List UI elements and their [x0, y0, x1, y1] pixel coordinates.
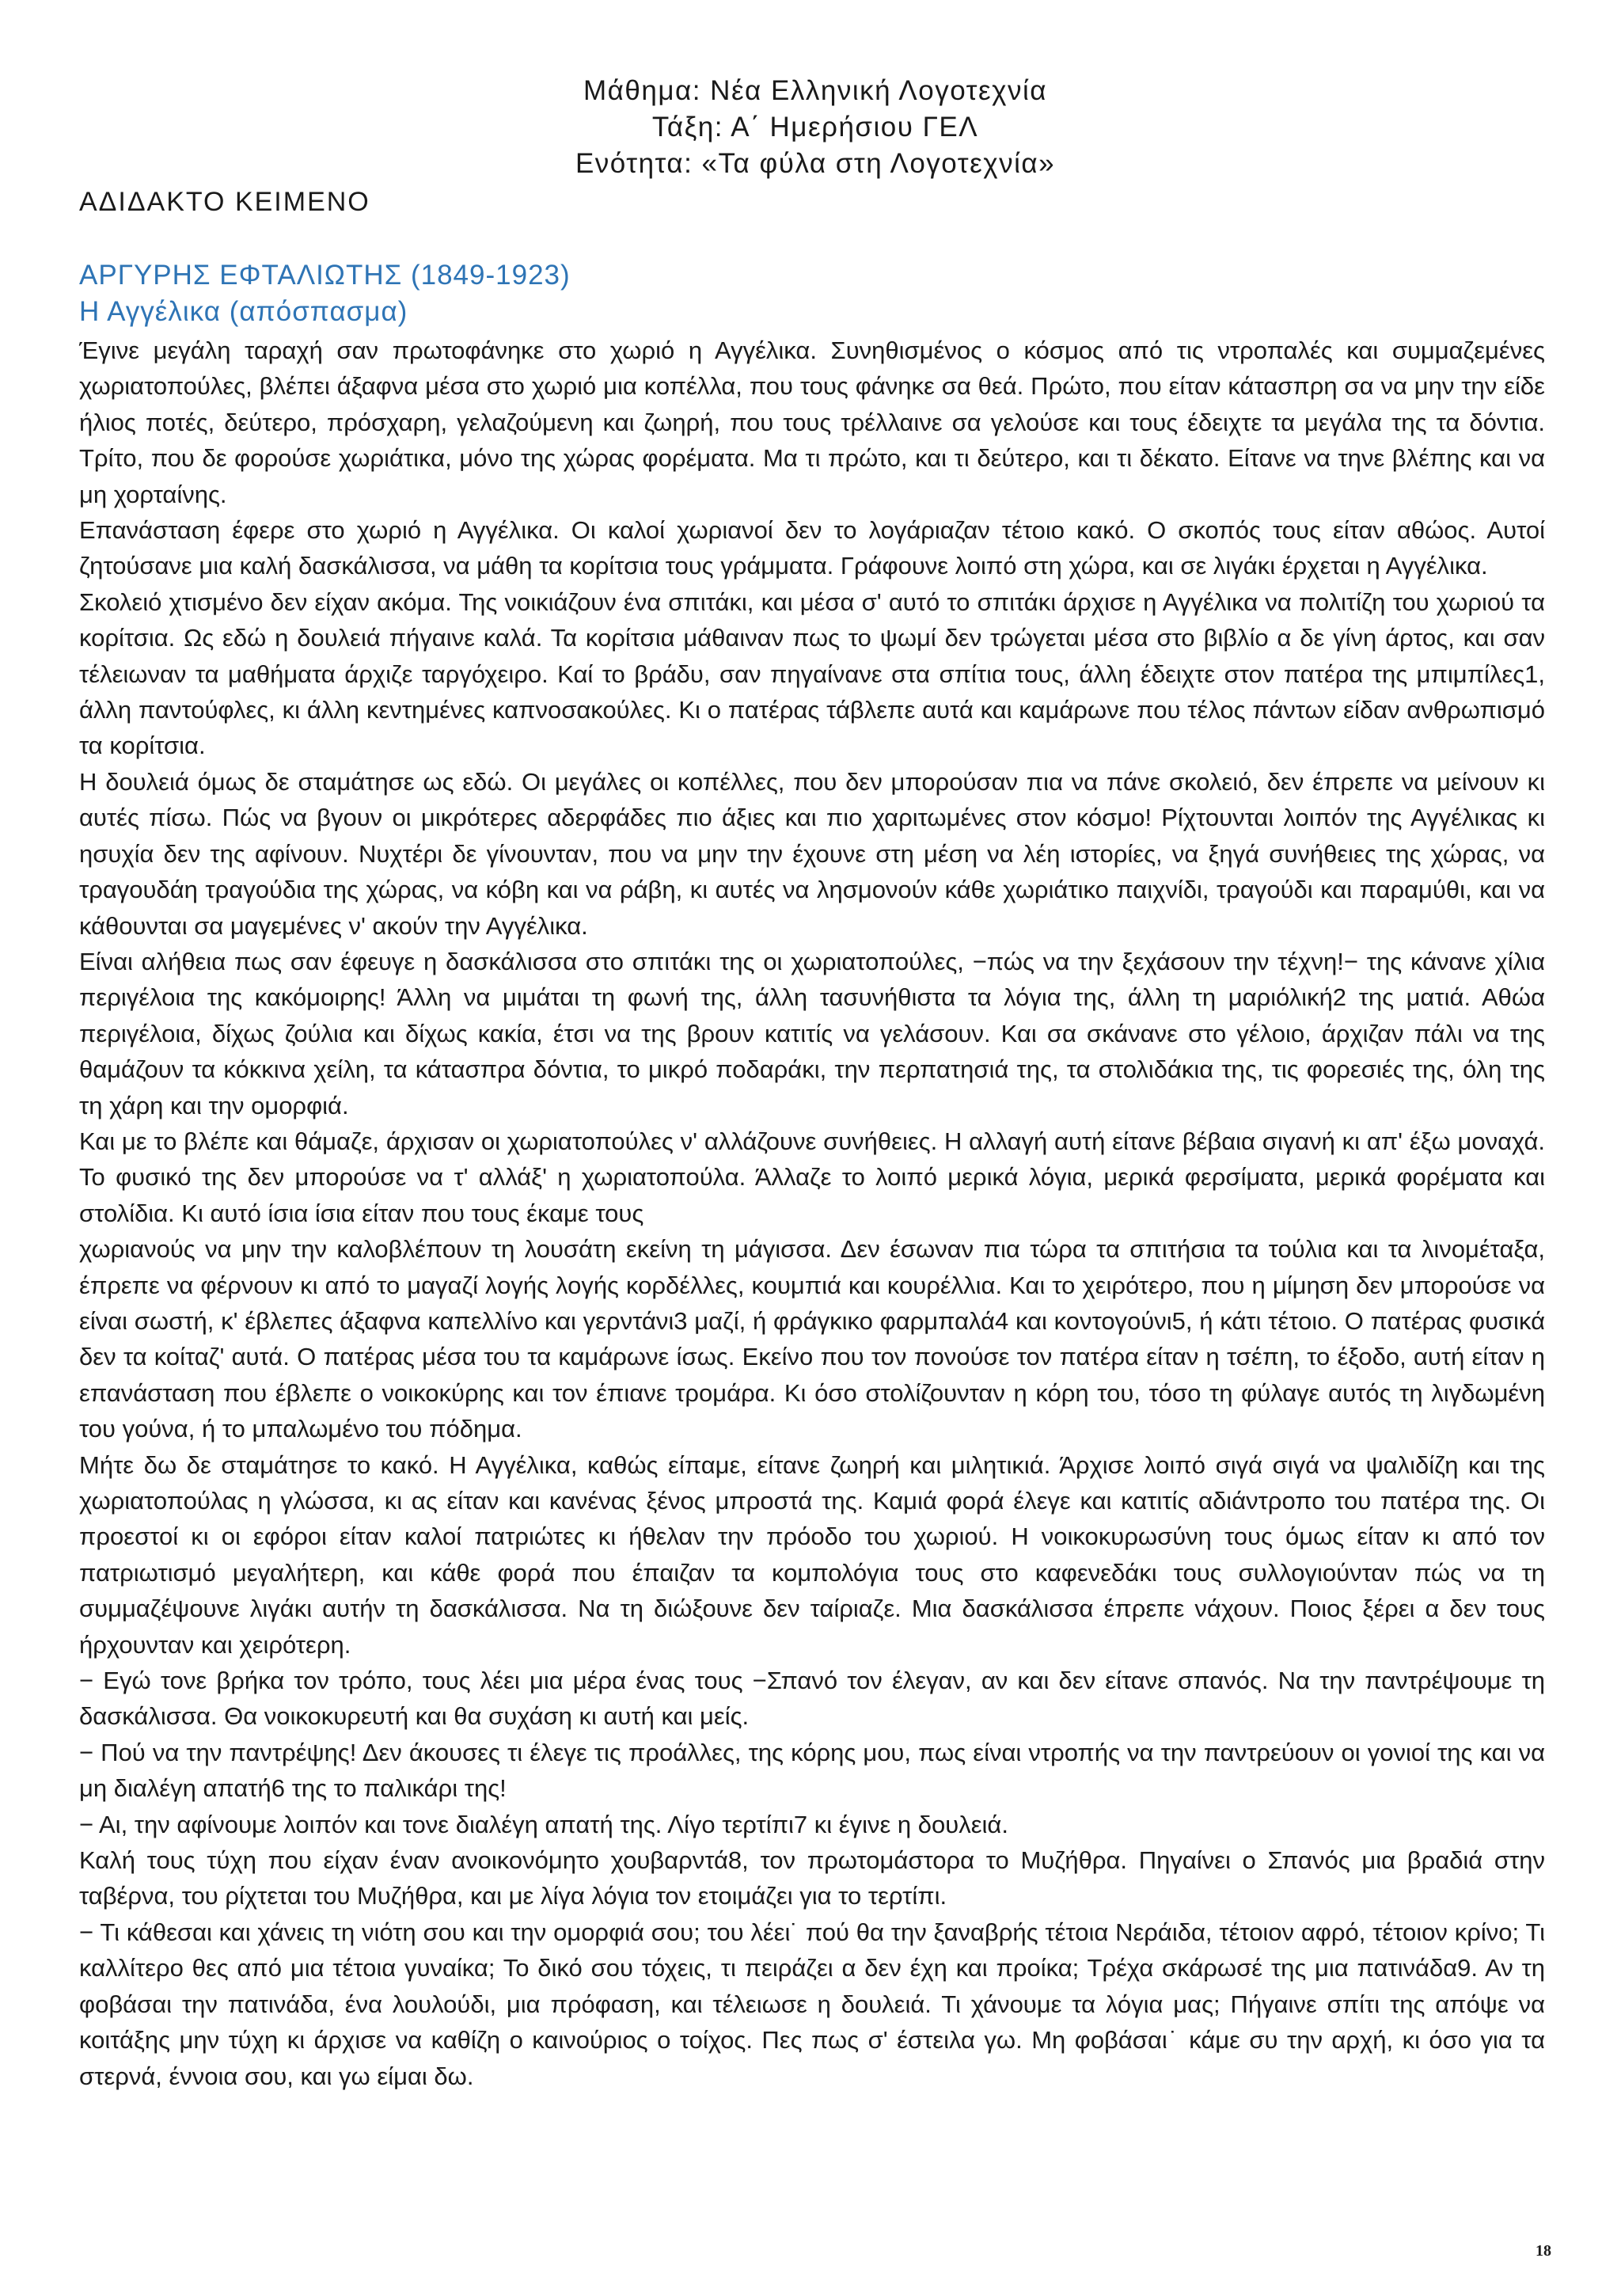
paragraph: Επανάσταση έφερε στο χωριό η Αγγέλικα. Οι καλοί χωριανοί δεν το λογάριαζαν τέτοιο κακό. Ο σκοπός τους είταν αθώος. Αυτοί ζητούσανε μια καλή δασκάλισσα, να μάθη τα κορίτσια τους γράμματα. Γράφουνε λοιπό στη χώρα, και σε λιγάκι έρχεται η Αγγέλικα. [79, 516, 1545, 580]
paragraph: Έγινε μεγάλη ταραχή σαν πρωτοφάνηκε στο χωριό η Αγγέλικα. Συνηθισμένος ο κόσμος από τις ντροπαλές και συμμαζεμένες χωριατοπούλες, βλέπει άξαφνα μέσα στο χωριό μια κοπέλλα, που τους φάνηκε σα θεά. Πρώτο, που είταν κάτασπρη σα να μην την είδε ήλιος ποτές, δεύτερο, πρόσχαρη, γελαζούμενη και ζωηρή, που τους τρέλλαινε σα γελούσε και τους έδειχτε τα μεγάλα της τα δόντια. Τρίτο, που δε φορούσε χωριάτικα, μόνο της χώρας φορέματα. Μα τι πρώτο, και τι δεύτερο, και τι δέκατο. Είτανε να τηνε βλέπης και να μη χορταίνης. [79, 336, 1545, 508]
paragraph: Η δουλειά όμως δε σταμάτησε ως εδώ. Οι μεγάλες οι κοπέλλες, που δεν μπορούσαν πια να πάνε σκολειό, δεν έπρεπε να μείνουν κι αυτές πίσω. Πώς να βγουν οι μικρότερες αδερφάδες πιο άξιες και πιο χαριτωμένες στον κόσμο! Ρίχτουνται λοιπόν της Αγγέλικας κι ησυχία δεν της αφίνουν. Νυχτέρι δε γίνουνταν, που να μην την έχουνε στη μέση να λέη ιστορίες, να ξηγά συνήθειες της χώρας, να τραγουδάη τραγούδια της χώρας, να κόβη και να ράβη, κι αυτές να λησμονούν κάθε χωριάτικο παιχνίδι, τραγούδι και παραμύθι, και να κάθουνται σα μαγεμένες ν' ακούν την Αγγέλικα. [79, 767, 1545, 940]
section-label: ΑΔΙΔΑΚΤΟ ΚΕΙΜΕΝΟ [79, 187, 370, 217]
lesson-header [443, 73, 1187, 182]
paragraph: − Πού να την παντρέψης! Δεν άκουσες τι έλεγε τις προάλλες, της κόρης μου, πως είναι ντροπής να την παντρεύουν οι γονιοί της και να μη διαλέγη απατή6 της το παλικάρι της! [79, 1738, 1545, 1803]
author-heading: ΑΡΓΥΡΗΣ ΕΦΤΑΛΙΩΤΗΣ (1849-1923) [79, 260, 571, 291]
paragraph: − Αι, την αφίνουμε λοιπόν και τονε διαλέγη απατή της. Λίγο τερτίπι7 κι έγινε η δουλειά. [79, 1810, 1008, 1838]
paragraph: − Τι κάθεσαι και χάνεις τη νιότη σου και την ομορφιά σου; του λέει˙ πού θα την ξαναβρής τέτοια Νεράιδα, τέτοιον αφρό, τέτοιον κρίνο; Τι καλλίτερο θες από μια τέτοια γυναίκα; Το δικό σου τόχεις, τι πειράζει α δεν έχη και προίκα; Τρέχα σκάρωσέ της μια πατινάδα9. Αν τη φοβάσαι την πατινάδα, ένα λουλούδι, μια πρόφαση, και τέλειωσε η δουλειά. Τι χάνουμε τα λόγια μας; Πήγαινε σπίτι της απόψε να κοιτάξης μην τύχη κι άρχισε να καθίζη ο καινούριος ο τοίχος. Πες πως σ' έστειλα γω. Μη φοβάσαι˙ κάμε συ την αρχή, κι όσο για τα στερνά, έννοια σου, και γω είμαι δω. [79, 1918, 1545, 2090]
class-title: Τάξη: Α΄ Ημερήσιου ΓΕΛ [651, 112, 979, 143]
paragraph: − Εγώ τονε βρήκα τον τρόπο, τους λέει μια μέρα ένας τους −Σπανό τον έλεγαν, αν και δεν είτανε σπανός. Να την παντρέψουμε τη δασκάλισσα. Θα νοικοκυρευτή και θα συχάση κι αυτή και μείς. [79, 1667, 1545, 1731]
paragraph: Σκολειό χτισμένο δεν είχαν ακόμα. Της νοικιάζουν ένα σπιτάκι, και μέσα σ' αυτό το σπιτάκι άρχισε η Αγγέλικα να πολιτίζη του χωριού τα κορίτσια. Ως εδώ η δουλειά πήγαινε καλά. Τα κορίτσια μάθαιναν πως το ψωμί δεν τρώγεται μέσα στο βιβλίο α δε γίνη άρτος, και σαν τέλειωναν τα μαθήματα άρχιζε ταργόχειρο. Καί το βράδυ, σαν πηγαίνανε στα σπίτια τους, άλλη έδειχτε στον πατέρα της μπιμπίλες1, άλλη παντούφλες, κι άλλη κεντημένες καπνοσακούλες. Κι ο πατέρας τάβλεπε αυτά και καμάρωνε που τέλος πάντων είδαν ανθρωπισμό τα κορίτσια. [79, 587, 1545, 760]
paragraph: Μήτε δω δε σταμάτησε το κακό. Η Αγγέλικα, καθώς είπαμε, είτανε ζωηρή και μιλητικιά. Άρχισε λοιπό σιγά σιγά να ψαλιδίζη και της χωριατοπούλας η γλώσσα, κι ας είταν και κανένας ξένος μπροστά της. Καμιά φορά έλεγε και κατιτίς αδιάντροπο του πατέρα της. Οι προεστοί κι οι εφόροι είταν καλοί πατριώτες κι ήθελαν την πρόοδο του χωριού. Η νοικοκυρωσύνη τους όμως είταν κι από τον πατριωτισμό μεγαλήτερη, και κάθε φορά που έπαιζαν τα κομπολόγια τους στο καφενεδάκι τους συλλογιούνταν πώς να τη συμμαζέψουνε λιγάκι αυτήν τη δασκάλισσα. Να τη διώξουνε δεν ταίριαζε. Μια δασκάλισσα έπρεπε νάχουν. Ποιος ξέρει α δεν τους ήρχουνταν και χειρότερη. [79, 1450, 1545, 1659]
paragraph: Είναι αλήθεια πως σαν έφευγε η δασκάλισσα στο σπιτάκι της οι χωριατοπούλες, −πώς να την ξεχάσουν την τέχνη!− της κάνανε χίλια περιγέλοια της κακόμοιρης! Άλλη να μιμάται τη φωνή της, άλλη τασυνήθιστα τα λόγια της, άλλη τη μαριόλική2 της ματιά. Αθώα περιγέλοια, δίχως ζούλια και δίχως κακία, έτσι να της βρουν κατιτίς να γελάσουν. Και σα σκάνανε στο γέλοιο, άρχιζαν πάλι να της θαμάζουν τα κόκκινα χείλη, τα κάτασπρα δόντια, το μικρό ποδαράκι, την περπατησιά της, τα στολιδάκια της, τις φορεσιές της, όλη της τη χάρη και την ομορφιά. [79, 947, 1545, 1119]
page-number: 18 [1536, 2242, 1551, 2260]
text-body [79, 333, 1545, 2094]
paragraph: χωριανούς να μην την καλοβλέπουν τη λουσάτη εκείνη τη μάγισσα. Δεν έσωναν πια τώρα τα σπιτήσια τα τούλια και τα λινομέταξα, έπρεπε να φέρνουν κι από το μαγαζί λογής λογής κορδέλλες, κουμπιά και κουρέλλια. Και το χειρότερο, που η μίμηση δεν μπορούσε να είναι σωστή, κ' έβλεπες άξαφνα καπελλίνο και γερντάνι3 μαζί, ή φράγκικο φαρμπαλά4 και κοντογούνι5, ή κάτι τέτοιο. Ο πατέρας φυσικά δεν τα κοίταζ' αυτά. Ο πατέρας μέσα του τα καμάρωνε ίσως. Εκείνο που τον πονούσε τον πατέρα είταν η τσέπη, το έξοδο, αυτή είταν η επανάσταση που έβλεπε ο νοικοκύρης και τον έπιανε τρομάρα. Κι όσο στολίζουνταν η κόρη του, τόσο τη φύλαγε αυτός τη λιγδωμένη του γούνα, ή το μπαλωμένο του πόδημα. [79, 1235, 1545, 1443]
course-title: Μάθημα: Νέα Ελληνική Λογοτεχνία [583, 75, 1047, 106]
paragraph: Καλή τους τύχη που είχαν έναν ανοικονόμητο χουβαρντά8, τον πρωτομάστορα το Μυζήθρα. Πηγαίνει ο Σπανός μια βραδιά στην ταβέρνα, του ρίχτεται του Μυζήθρα, και με λίγα λόγια τον ετοιμάζει για το τερτίπι. [79, 1846, 1545, 1910]
unit-title: Ενότητα: «Τα φύλα στη Λογοτεχνία» [575, 148, 1056, 179]
work-title: Η Αγγέλικα (απόσπασμα) [79, 296, 408, 327]
paragraph: Και με το βλέπε και θάμαζε, άρχισαν οι χωριατοπούλες ν' αλλάζουνε συνήθειες. Η αλλαγή αυτή είτανε βέβαια σιγανή κι απ' έξω μοναχά. Το φυσικό της δεν μπορούσε να τ' αλλάξ' η χωριατοπούλα. Άλλαζε το λοιπό μερικά λόγια, μερικά φερσίματα, μερικά φορέματα και στολίδια. Κι αυτό ίσια ίσια είταν που τους έκαμε τους [79, 1127, 1545, 1227]
